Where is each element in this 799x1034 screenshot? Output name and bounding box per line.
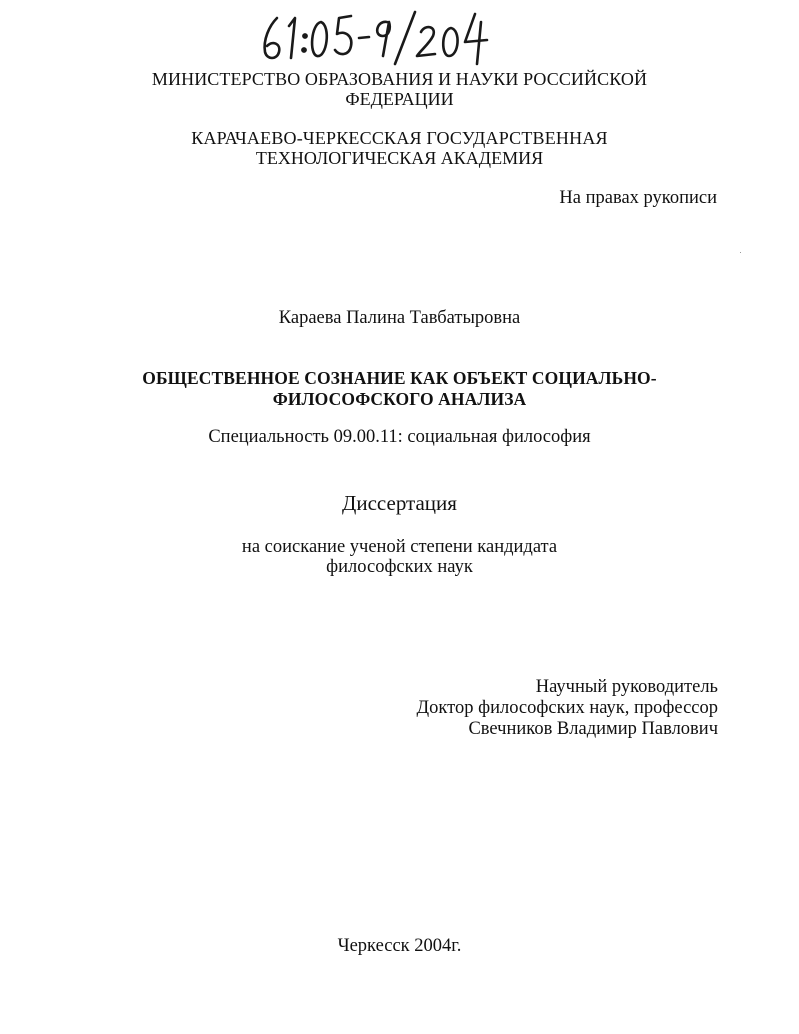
degree-line-1: на соискание ученой степени кандидата (241, 537, 558, 557)
city-and-year: Черкесск 2004г. (337, 936, 462, 956)
degree-line-2: философских наук (326, 557, 473, 577)
dissertation-title-line-2: ФИЛОСОФСКОГО АНАЛИЗА (272, 389, 527, 409)
manuscript-rights-note: На правах рукописи (559, 188, 717, 208)
academy-line-2: ТЕХНОЛОГИЧЕСКАЯ АКАДЕМИЯ (255, 148, 544, 168)
dissertation-title-line-1: ОБЩЕСТВЕННОЕ СОЗНАНИЕ КАК ОБЪЕКТ СОЦИАЛЬНО- (142, 368, 657, 388)
work-type-heading: Диссертация (342, 491, 457, 515)
supervisor-rank: Доктор философских наук, профессор (416, 698, 718, 718)
scan-speck (740, 252, 741, 253)
ministry-line-2: ФЕДЕРАЦИИ (345, 89, 454, 109)
supervisor-role: Научный руководитель (535, 677, 718, 697)
handwritten-catalog-number (255, 6, 495, 68)
ministry-line-1: МИНИСТЕРСТВО ОБРАЗОВАНИЯ И НАУКИ РОССИЙСКОЙ (151, 69, 648, 89)
supervisor-name: Свечников Владимир Павлович (468, 719, 718, 739)
specialty-line: Специальность 09.00.11: социальная философия (208, 427, 591, 447)
academy-line-1: КАРАЧАЕВО-ЧЕРКЕССКАЯ ГОСУДАРСТВЕННАЯ (191, 128, 608, 148)
handwritten-catalog-number-drawing (255, 6, 495, 68)
author-name: Караева Палина Тавбатыровна (278, 308, 521, 328)
